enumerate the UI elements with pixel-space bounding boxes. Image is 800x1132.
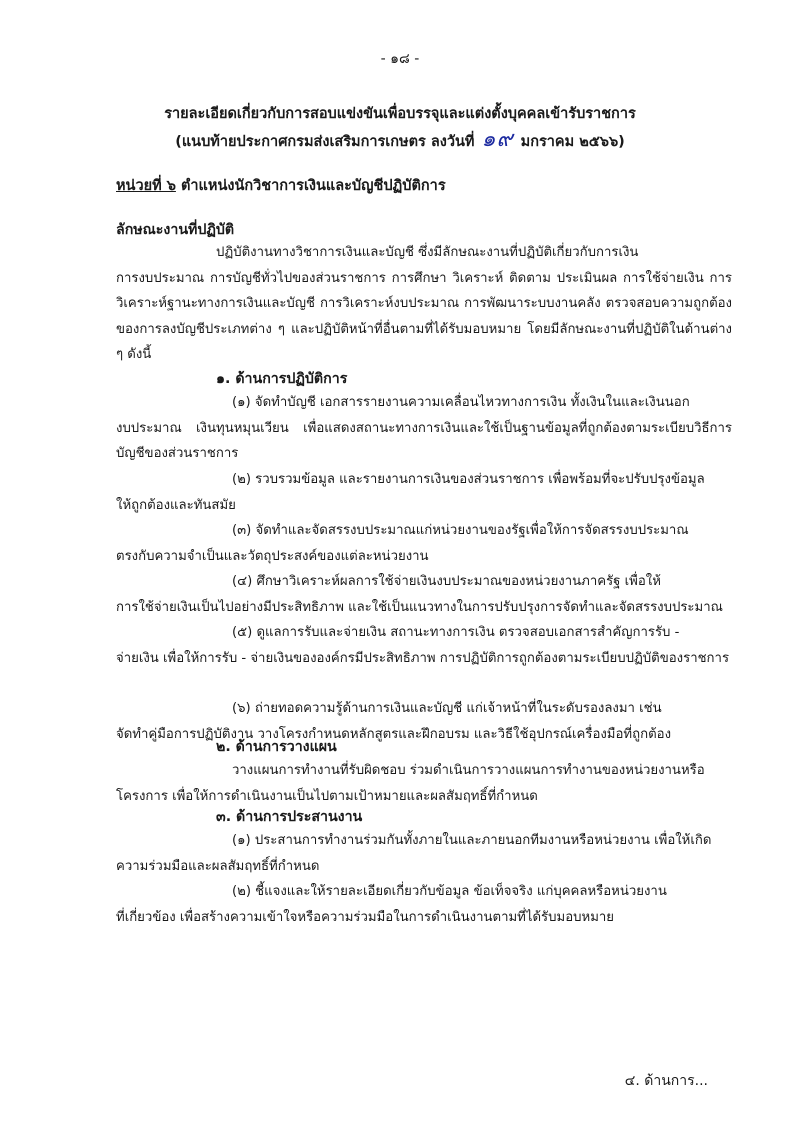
section-heading: ลักษณะงานที่ปฏิบัติ (116, 222, 235, 238)
title-line-2 (0, 127, 800, 155)
item-rest: ความร่วมมือและผลสัมฤทธิ์ที่กำหนด (116, 858, 320, 874)
intro-paragraph (116, 240, 732, 368)
unit-position: ตำแหน่งนักวิชาการเงินและบัญชีปฏิบัติการ (180, 178, 446, 194)
unit-label: หน่วยที่ ๖ (116, 178, 176, 194)
item-rest: จ่ายเงิน เพื่อให้การรับ - จ่ายเงินขององค์กรมีประสิทธิภาพ การปฏิบัติการถูกต้องตามระเบียบปฏิบัติของราชการ (116, 650, 730, 666)
operations-item-1 (116, 390, 732, 467)
item-first-line: (๒) รวบรวมข้อมูล และรายงานการเงินของส่วนราชการ เพื่อพร้อมที่จะปรับปรุงข้อมูล (232, 472, 705, 487)
sub-heading-planning: ๒. ด้านการวางแผน (216, 739, 337, 755)
title-line-2-prefix: (แนบท้ายประกาศกรมส่งเสริมการเกษตร ลงวันที่ (175, 134, 475, 150)
item-rest: โครงการ เพื่อให้การดำเนินงานเป็นไปตามเป้าหมายและผลสัมฤทธิ์ที่กำหนด (116, 788, 538, 804)
item-first-line: (๑) จัดทำบัญชี เอกสารรายงานความเคลื่อนไหวทางการเงิน ทั้งเงินในและเงินนอก (232, 395, 690, 410)
item-first-line: (๑) ประสานการทำงานร่วมกันทั้งภายในและภายนอกทีมงานหรือหน่วยงาน เพื่อให้เกิด (232, 833, 712, 848)
item-rest: การใช้จ่ายเงินเป็นไปอย่างมีประสิทธิภาพ และใช้เป็นแนวทางในการปรับปรุงการจัดทำและจัดสรรงบประมาณ (116, 599, 723, 615)
operations-item-6 (116, 696, 732, 747)
operations-item-3 (116, 518, 732, 569)
item-rest: ให้ถูกต้องและทันสมัย (116, 497, 236, 513)
document-title (0, 101, 800, 155)
coordination-item-1 (116, 828, 732, 879)
operations-item-5 (116, 620, 732, 671)
sub-heading-operations: ๑. ด้านการปฏิบัติการ (216, 371, 348, 387)
item-first-line: (๖) ถ่ายทอดความรู้ด้านการเงินและบัญชี แก่เจ้าหน้าที่ในระดับรองลงมา เช่น (232, 701, 662, 716)
item-first-line: (๓) จัดทำและจัดสรรงบประมาณแก่หน่วยงานของรัฐเพื่อให้การจัดสรรงบประมาณ (232, 523, 689, 538)
item-first-line: (๒) ชี้แจงและให้รายละเอียดเกี่ยวกับข้อมูล ข้อเท็จจริง แก่บุคคลหรือหน่วยงาน (232, 884, 667, 899)
intro-first-line: ปฏิบัติงานทางวิชาการเงินและบัญชี ซึ่งมีลักษณะงานที่ปฏิบัติเกี่ยวกับการเงิน (216, 245, 639, 260)
continuation-note: ๔. ด้านการ... (624, 1073, 708, 1089)
intro-rest: การงบประมาณ การบัญชีทั่วไปของส่วนราชการ การศึกษา วิเคราะห์ ติดตาม ประเมินผล การใช้จ่ายเงิน การวิเคราะห์ฐานะทางการเงินและบัญชี การวิเคราะห์งบประมาณ การพัฒนาระบบงานคลัง ตรวจสอบความถูกต้องของการลงบัญชีประเภทต่าง ๆ และปฏิบัติหน้าที่อื่นตามที่ได้รับมอบหมาย โดยมีลักษณะงานที่ปฏิบัติในด้านต่าง ๆ ดังนี้ (116, 270, 732, 363)
page-number: - ๑๘ - (380, 51, 420, 67)
item-rest: จัดทำคู่มือการปฏิบัติงาน วางโครงกำหนดหลักสูตรและฝึกอบรม และวิธีใช้อุปกรณ์เครื่องมือที่ถูกต้อง (116, 726, 672, 742)
item-first-line: (๕) ดูแลการรับและจ่ายเงิน สถานะทางการเงิน ตรวจสอบเอกสารสำคัญการรับ - (232, 625, 680, 640)
item-rest: งบประมาณ เงินทุนหมุนเวียน เพื่อแสดงสถานะทางการเงินและใช้เป็นฐานข้อมูลที่ถูกต้องตามระเบียบวิธีการบัญชีของส่วนราชการ (116, 420, 732, 462)
operations-item-4 (116, 569, 732, 620)
handwritten-day: ๑๙ (481, 127, 514, 152)
item-rest: ที่เกี่ยวข้อง เพื่อสร้างความเข้าใจหรือความร่วมมือในการดำเนินงานตามที่ได้รับมอบหมาย (116, 909, 615, 925)
item-rest: ตรงกับความจำเป็นและวัตถุประสงค์ของแต่ละหน่วยงาน (116, 548, 429, 564)
operations-item-2 (116, 467, 732, 518)
title-line-2-suffix: มกราคม ๒๕๖๖) (520, 134, 625, 150)
item-first-line: วางแผนการทำงานที่รับผิดชอบ ร่วมดำเนินการวางแผนการทำงานของหน่วยงานหรือ (232, 763, 705, 778)
item-first-line: (๔) ศึกษาวิเคราะห์ผลการใช้จ่ายเงินงบประมาณของหน่วยงานภาครัฐ เพื่อให้ (232, 574, 661, 589)
title-line-1: รายละเอียดเกี่ยวกับการสอบแข่งขันเพื่อบรรจุและแต่งตั้งบุคคลเข้ารับราชการ (164, 106, 636, 122)
planning-item (116, 758, 732, 809)
coordination-item-2 (116, 879, 732, 930)
unit-heading (116, 174, 446, 197)
sub-heading-coordination: ๓. ด้านการประสานงาน (216, 809, 363, 825)
